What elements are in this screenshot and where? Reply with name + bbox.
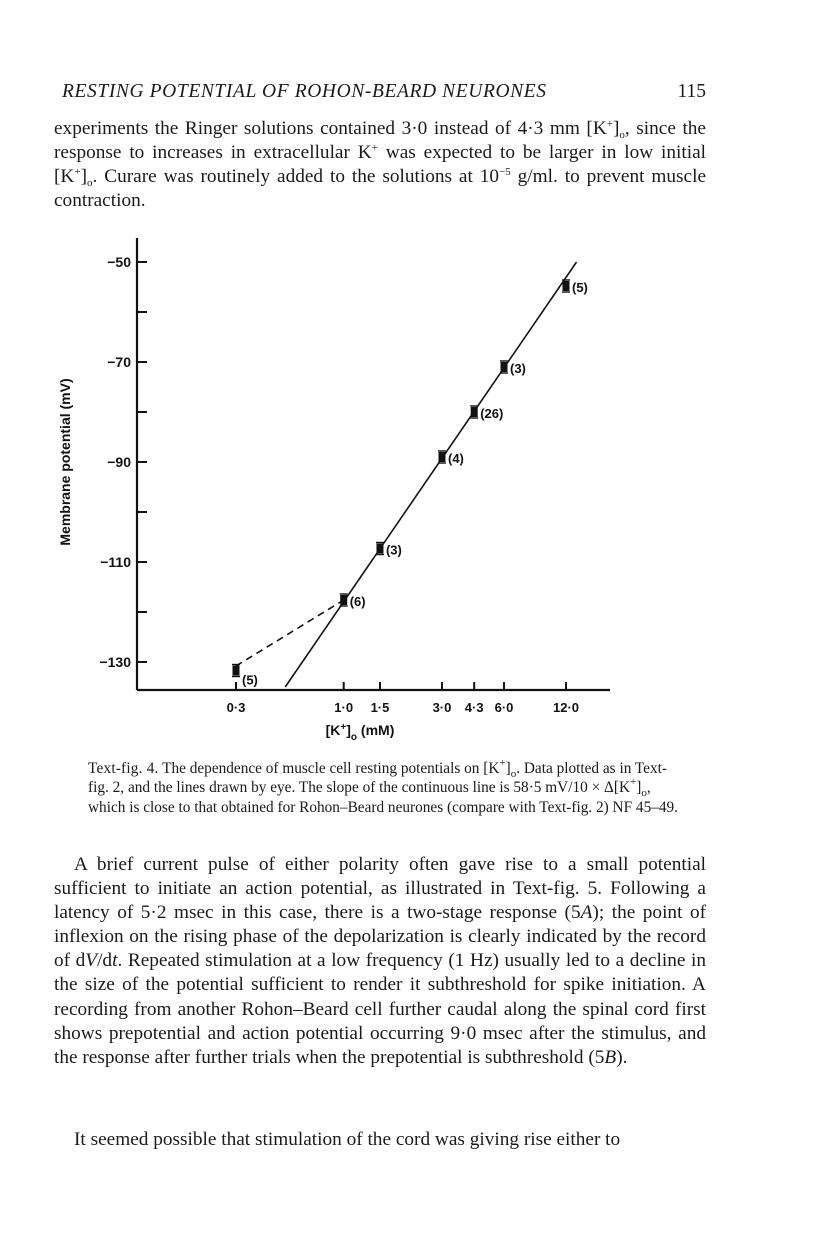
p1-exponent: −5 — [499, 166, 511, 179]
running-head-title: RESTING POTENTIAL OF ROHON-BEARD NEURONES — [62, 81, 547, 102]
sample-count-label: (3) — [385, 542, 402, 558]
caption-text-b: ] — [505, 760, 511, 777]
p1-text-c: , since the response to increases in extracellular K — [54, 118, 706, 164]
dashed-fit-line — [236, 600, 344, 666]
caption-sup-plus-a: + — [499, 757, 506, 769]
x-axis-title: $[K^+]_o$ (mM) — [325, 722, 395, 743]
p1-sup-plus-c: + — [74, 166, 81, 179]
p2-text-i: ). — [616, 1046, 628, 1068]
y-axis-title: Membrane potential (mV) — [57, 378, 73, 546]
caption-text-a: The dependence of muscle cell resting potentials on [K — [158, 760, 500, 777]
caption-sub-o-a: o — [510, 768, 517, 780]
p1-text-e: ] — [80, 166, 87, 188]
p1-text-g: g/ml. to prevent muscle contraction. — [54, 166, 707, 212]
caption-label: Text-fig. 4. — [88, 760, 159, 777]
p1-sup-plus-a: + — [606, 118, 613, 130]
p1-text-a: experiments the Ringer solutions contained 3·0 instead of 4·3 mm [K — [54, 118, 607, 139]
p2-italic-b: B — [604, 1046, 617, 1068]
p2-text-e: /d — [97, 950, 113, 972]
sample-count-label: (6) — [349, 594, 366, 609]
p1-sub-o-b: o — [87, 177, 93, 190]
x-tick-label: 3·0 — [432, 700, 452, 715]
chart-fit-lines — [236, 262, 577, 687]
figure-caption — [88, 759, 680, 817]
y-tick-label: −70 — [107, 354, 131, 370]
solid-fit-line — [285, 262, 576, 687]
page-number: 115 — [677, 81, 706, 102]
p2-italic-v: V — [85, 950, 98, 972]
x-tick-label: 0·3 — [226, 700, 246, 715]
y-tick-label: −90 — [107, 454, 131, 470]
data-point — [438, 452, 445, 462]
membrane-potential-chart — [40, 230, 640, 750]
data-point — [471, 407, 478, 417]
p2-italic-a: A — [580, 902, 593, 924]
sample-count-label: (5) — [242, 672, 258, 688]
data-point — [500, 362, 507, 372]
x-tick-label: 12·0 — [552, 700, 580, 715]
x-tick-label: 1·5 — [370, 700, 390, 715]
x-tick-label: 1·0 — [334, 700, 354, 715]
data-point — [340, 595, 347, 605]
sample-count-label: (5) — [572, 280, 588, 295]
p2-text-g: . Repeated stimulation at a low frequency (1 Hz) usually led to a decline in the size of the potential sufficient to render it subthreshold for spike initiation. A recording from another Rohon–Beard cell further caudal along the spinal cord first shows prepotential and action potential occurring 9·0 msec after the stimulus, and the response after further trials when the prepotential is subthreshold (5 — [54, 950, 706, 1068]
data-point — [376, 544, 383, 554]
chart-axes — [137, 238, 610, 690]
data-point — [563, 281, 570, 291]
sample-count-label: (3) — [509, 361, 526, 376]
y-tick-label: −110 — [100, 554, 131, 570]
x-tick-label: 6·0 — [494, 700, 514, 715]
p1-text-b: ] — [612, 118, 620, 139]
data-point — [233, 666, 240, 676]
p2-italic-t: t — [112, 950, 118, 972]
p1-sup-plus-b: + — [371, 142, 378, 155]
paragraph-1 — [54, 117, 706, 213]
p1-text-d: was expected to be larger in low initial [K — [54, 142, 707, 188]
caption-sup-plus-b: + — [630, 776, 637, 789]
sample-count-label: (26) — [480, 406, 504, 421]
p1-text-f: . Curare was routinely added to the solutions at 10 — [92, 166, 500, 188]
caption-text-e: , which is close to that obtained for Rohon–Beard neurones (compare with Text-fig. 2) NF 45–49. — [88, 779, 678, 816]
paragraph-3: It seemed possible that stimulation of the cord was giving rise either to — [74, 1129, 621, 1150]
y-tick-label: −50 — [107, 254, 131, 270]
sample-count-label: (4) — [447, 451, 464, 466]
p2-text-a: A brief current pulse of either polarity often gave rise to a small potential sufficient to initiate an action potential, as illustrated in Text-fig. 5. Following a latency of 5·2 msec in this case, there is a two-stage response (5 — [54, 854, 706, 924]
paragraph-2 — [54, 853, 706, 1070]
caption-text-d: ] — [636, 779, 642, 797]
y-tick-label: −130 — [99, 654, 131, 670]
running-head — [62, 81, 710, 111]
p1-sub-o-a: o — [619, 129, 625, 141]
x-tick-label: 4·3 — [464, 700, 484, 715]
caption-text-c: . Data plotted as in Text-fig. 2, and the lines drawn by eye. The slope of the continuous line is 58·5 mV/10 × Δ[K — [88, 760, 667, 797]
p2-text-c: ); the point of inflexion on the rising phase of the depolarization is clearly indicated by the record of d — [54, 902, 707, 972]
chart-ticks — [137, 262, 566, 690]
caption-sub-o-b: o — [641, 787, 647, 800]
chart-points — [232, 280, 570, 677]
